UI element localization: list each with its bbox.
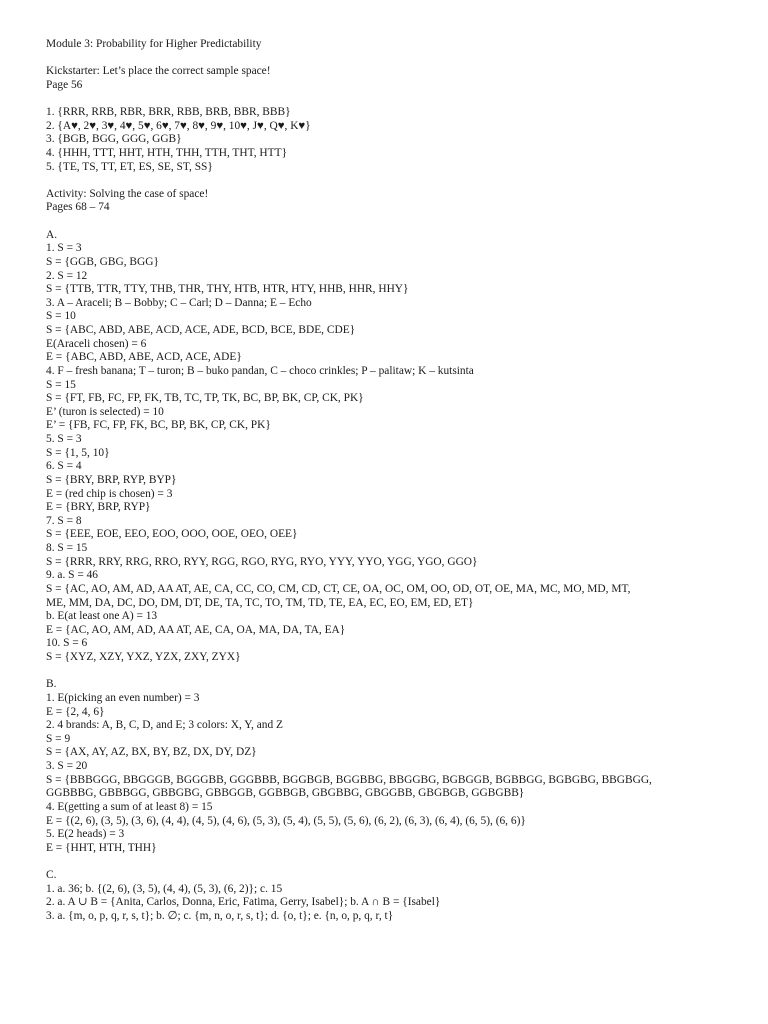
- spacer: [46, 665, 756, 679]
- section-heading: B.: [46, 678, 57, 691]
- spacer: [46, 215, 756, 229]
- answer-line: E = {HHT, HTH, THH}: [46, 841, 157, 854]
- section-heading: C.: [46, 869, 57, 882]
- answer-line: E(Araceli chosen) = 6: [46, 337, 147, 350]
- answer-line: 10. S = 6: [46, 637, 88, 650]
- answer-line: S = {FT, FB, FC, FP, FK, TB, TC, TP, TK, BC, BP, BK, CP, CK, PK}: [46, 392, 364, 405]
- answer-line: 6. S = 4: [46, 460, 82, 473]
- activity-pages: Pages 68 – 74: [46, 201, 110, 214]
- answer-line: 4. F – fresh banana; T – turon; B – buko pandan, C – choco crinkles; P – palitaw; K – kutsinta: [46, 364, 474, 377]
- answer-line: 2. 4 brands: A, B, C, D, and E; 3 colors: X, Y, and Z: [46, 719, 283, 732]
- answer-line: S = {1, 5, 10}: [46, 446, 110, 459]
- answer-line: S = 15: [46, 378, 76, 391]
- answer-line: E’ (turon is selected) = 10: [46, 405, 164, 418]
- answer-line: b. E(at least one A) = 13: [46, 610, 158, 623]
- answer-line: S = {TTB, TTR, TTY, THB, THR, THY, HTB, HTR, HTY, HHB, HHR, HHY}: [46, 283, 409, 296]
- answer-line: E’ = {FB, FC, FP, FK, BC, BP, BK, CP, CK, PK}: [46, 419, 271, 432]
- kickstarter-answers: [46, 106, 756, 174]
- answer-line: 1. S = 3: [46, 242, 82, 255]
- answer-line: 4. E(getting a sum of at least 8) = 15: [46, 800, 213, 813]
- answer-line: 3. A – Araceli; B – Bobby; C – Carl; D – Danna; E – Echo: [46, 296, 312, 309]
- answer-line: S = {EEE, EOE, EEO, EOO, OOO, OOE, OEO, OEE}: [46, 528, 298, 541]
- answer-line: E = {BRY, BRP, RYP}: [46, 501, 151, 514]
- answer-line: S = 9: [46, 732, 71, 745]
- answer-sections: [46, 215, 756, 923]
- answer-line: 5. E(2 heads) = 3: [46, 828, 125, 841]
- answer-line: 7. S = 8: [46, 514, 82, 527]
- kickstarter-page: Page 56: [46, 78, 83, 91]
- answer-line: S = {RRR, RRY, RRG, RRO, RYY, RGG, RGO, RYG, RYO, YYY, YYO, YGG, YGO, GGO}: [46, 555, 478, 568]
- spacer: [46, 855, 756, 869]
- kickstarter-title: Kickstarter: Let’s place the correct sample space!: [46, 65, 271, 78]
- answer-line: 1. E(picking an even number) = 3: [46, 691, 200, 704]
- answer-line: 9. a. S = 46: [46, 569, 98, 582]
- answer-line: E = {AC, AO, AM, AD, AA AT, AE, CA, OA, MA, DA, TA, EA}: [46, 623, 346, 636]
- answer-line: S = 10: [46, 310, 76, 323]
- answer-line: S = {BRY, BRP, RYP, BYP}: [46, 473, 177, 486]
- answer-line: E = {ABC, ABD, ABE, ACD, ACE, ADE}: [46, 351, 242, 364]
- answer-line: S = {XYZ, XZY, YXZ, YZX, ZXY, ZYX}: [46, 651, 241, 664]
- spacer: [46, 92, 756, 106]
- spacer: [46, 52, 756, 66]
- kickstarter-answer: 4. {HHH, TTT, HHT, HTH, THH, TTH, THT, HTT}: [46, 146, 288, 159]
- answer-line: 2. a. A ∪ B = {Anita, Carlos, Donna, Eric, Fatima, Gerry, Isabel}; b. A ∩ B = {Isabel}: [46, 896, 441, 909]
- answer-line: S = {AX, AY, AZ, BX, BY, BZ, DX, DY, DZ}: [46, 746, 257, 759]
- answer-line: 5. S = 3: [46, 433, 82, 446]
- module-title: Module 3: Probability for Higher Predictability: [46, 38, 262, 50]
- answer-line: 8. S = 15: [46, 542, 88, 555]
- kickstarter-answer: 5. {TE, TS, TT, ET, ES, SE, ST, SS}: [46, 160, 213, 173]
- kickstarter-answer: 1. {RRR, RRB, RBR, BRR, RBB, BRB, BBR, BBB}: [46, 106, 291, 119]
- spacer: [46, 174, 756, 188]
- answer-line: 1. a. 36; b. {(2, 6), (3, 5), (4, 4), (5, 3), (6, 2)}; c. 15: [46, 882, 283, 895]
- answer-line: 2. S = 12: [46, 269, 88, 282]
- kickstarter-answer: 3. {BGB, BGG, GGG, GGB}: [46, 133, 182, 146]
- answer-line: S = {GGB, GBG, BGG}: [46, 255, 159, 268]
- answer-line: E = (red chip is chosen) = 3: [46, 487, 173, 500]
- answer-line: GGBBBG, GBBBGG, GBBGBG, GBBGGB, GGBBGB, GBGBBG, GBGGBB, GBGBGB, GGBGBB}: [46, 787, 525, 800]
- answer-line: S = {BBBGGG, BBGGGB, BGGGBB, GGGBBB, BGGBGB, BGGBBG, BBGGBG, BGBGGB, BGBBGG, BGBGBG, BBGBGG,: [46, 773, 652, 786]
- answer-line: S = {ABC, ABD, ABE, ACD, ACE, ADE, BCD, BCE, BDE, CDE}: [46, 324, 356, 337]
- answer-line: ME, MM, DA, DC, DO, DM, DT, DE, TA, TC, TO, TM, TD, TE, EA, EC, EO, EM, ED, ET}: [46, 596, 474, 609]
- document-page: [46, 38, 756, 924]
- answer-line: S = {AC, AO, AM, AD, AA AT, AE, CA, CC, CO, CM, CD, CT, CE, OA, OC, OM, OO, OD, OT, OE, MA, MC, MO, MD, MT,: [46, 582, 631, 595]
- activity-title: Activity: Solving the case of space!: [46, 187, 209, 200]
- answer-line: 3. S = 20: [46, 760, 88, 773]
- kickstarter-answer: 2. {A♥, 2♥, 3♥, 4♥, 5♥, 6♥, 7♥, 8♥, 9♥, 10♥, J♥, Q♥, K♥}: [46, 119, 311, 132]
- answer-line: E = {2, 4, 6}: [46, 705, 105, 718]
- answer-line: E = {(2, 6), (3, 5), (3, 6), (4, 4), (4, 5), (4, 6), (5, 3), (5, 4), (5, 5), (5, 6), (6, 2), (6, 3), (6, 4), (6, 5), (6, 6)}: [46, 814, 526, 827]
- answer-line: 3. a. {m, o, p, q, r, s, t}; b. ∅; c. {m, n, o, r, s, t}; d. {o, t}; e. {n, o, p, q, r, t}: [46, 909, 394, 922]
- section-heading: A.: [46, 228, 58, 241]
